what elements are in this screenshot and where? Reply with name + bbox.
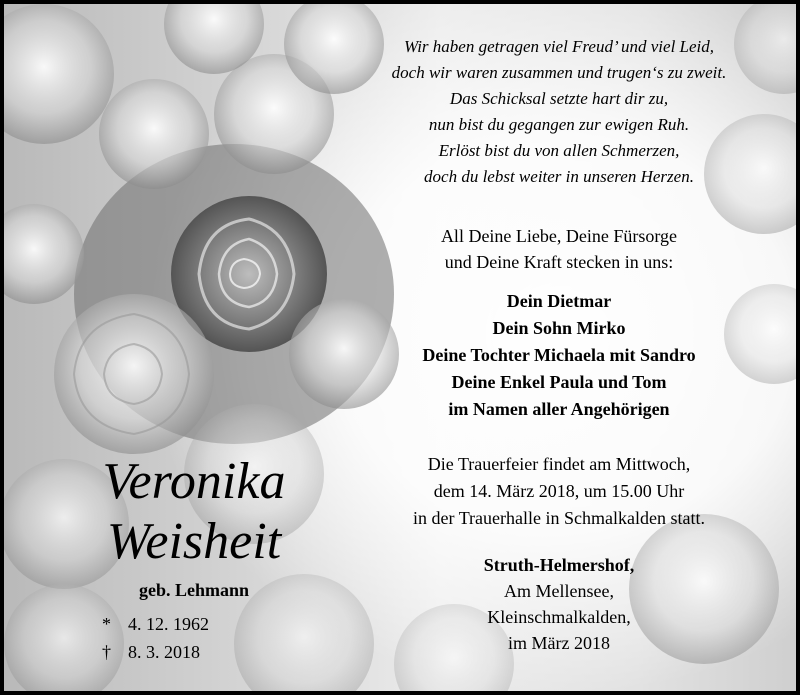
death-date: 8. 3. 2018 bbox=[128, 642, 200, 662]
mourners-list bbox=[334, 288, 784, 423]
place-line: Am Mellensee, bbox=[504, 581, 614, 601]
mourner: Deine Tochter Michaela mit Sandro bbox=[422, 345, 696, 365]
service-line: dem 14. März 2018, um 15.00 Uhr bbox=[433, 481, 685, 501]
death-symbol: † bbox=[102, 642, 111, 662]
death-date-row bbox=[102, 638, 209, 666]
rose-top-left bbox=[4, 4, 384, 189]
poem bbox=[334, 34, 784, 190]
birth-name: geb. Lehmann bbox=[138, 580, 250, 600]
birth-date: 4. 12. 1962 bbox=[128, 614, 209, 634]
love-line: All Deine Liebe, Deine Fürsorge bbox=[440, 226, 678, 246]
place-line: im März 2018 bbox=[508, 633, 610, 653]
mourner: Dein Dietmar bbox=[506, 291, 612, 311]
love-statement bbox=[334, 223, 784, 275]
poem-line: Wir haben getragen viel Freud’ und viel Leid, bbox=[403, 37, 715, 56]
poem-line: Erlöst bist du von allen Schmerzen, bbox=[438, 141, 680, 160]
rose-left-large bbox=[54, 294, 214, 454]
poem-line: nun bist du gegangen zur ewigen Ruh. bbox=[428, 115, 690, 134]
poem-line: doch wir waren zusammen und trugen‘s zu zweit. bbox=[391, 63, 727, 82]
place-and-date bbox=[404, 552, 714, 656]
mourner: Dein Sohn Mirko bbox=[492, 318, 626, 338]
birth-symbol: * bbox=[102, 614, 111, 634]
deceased-last-name: Weisheit bbox=[106, 513, 282, 570]
service-line: in der Trauerhalle in Schmalkalden statt. bbox=[413, 508, 705, 528]
place-line: Kleinschmalkalden, bbox=[487, 607, 631, 627]
poem-line: doch du lebst weiter in unseren Herzen. bbox=[424, 167, 694, 186]
love-line: und Deine Kraft stecken in uns: bbox=[444, 252, 674, 272]
service-line: Die Trauerfeier findet am Mittwoch, bbox=[427, 454, 691, 474]
life-dates bbox=[102, 610, 209, 666]
place-town: Struth-Helmershof, bbox=[483, 555, 635, 575]
deceased-first-name: Veronika bbox=[102, 453, 286, 510]
mourner: im Namen aller Angehörigen bbox=[448, 399, 670, 419]
poem-line: Das Schicksal setzte hart dir zu, bbox=[449, 89, 669, 108]
birth-date-row bbox=[102, 610, 209, 638]
mourner: Deine Enkel Paula und Tom bbox=[451, 372, 667, 392]
funeral-service-info bbox=[334, 451, 784, 532]
